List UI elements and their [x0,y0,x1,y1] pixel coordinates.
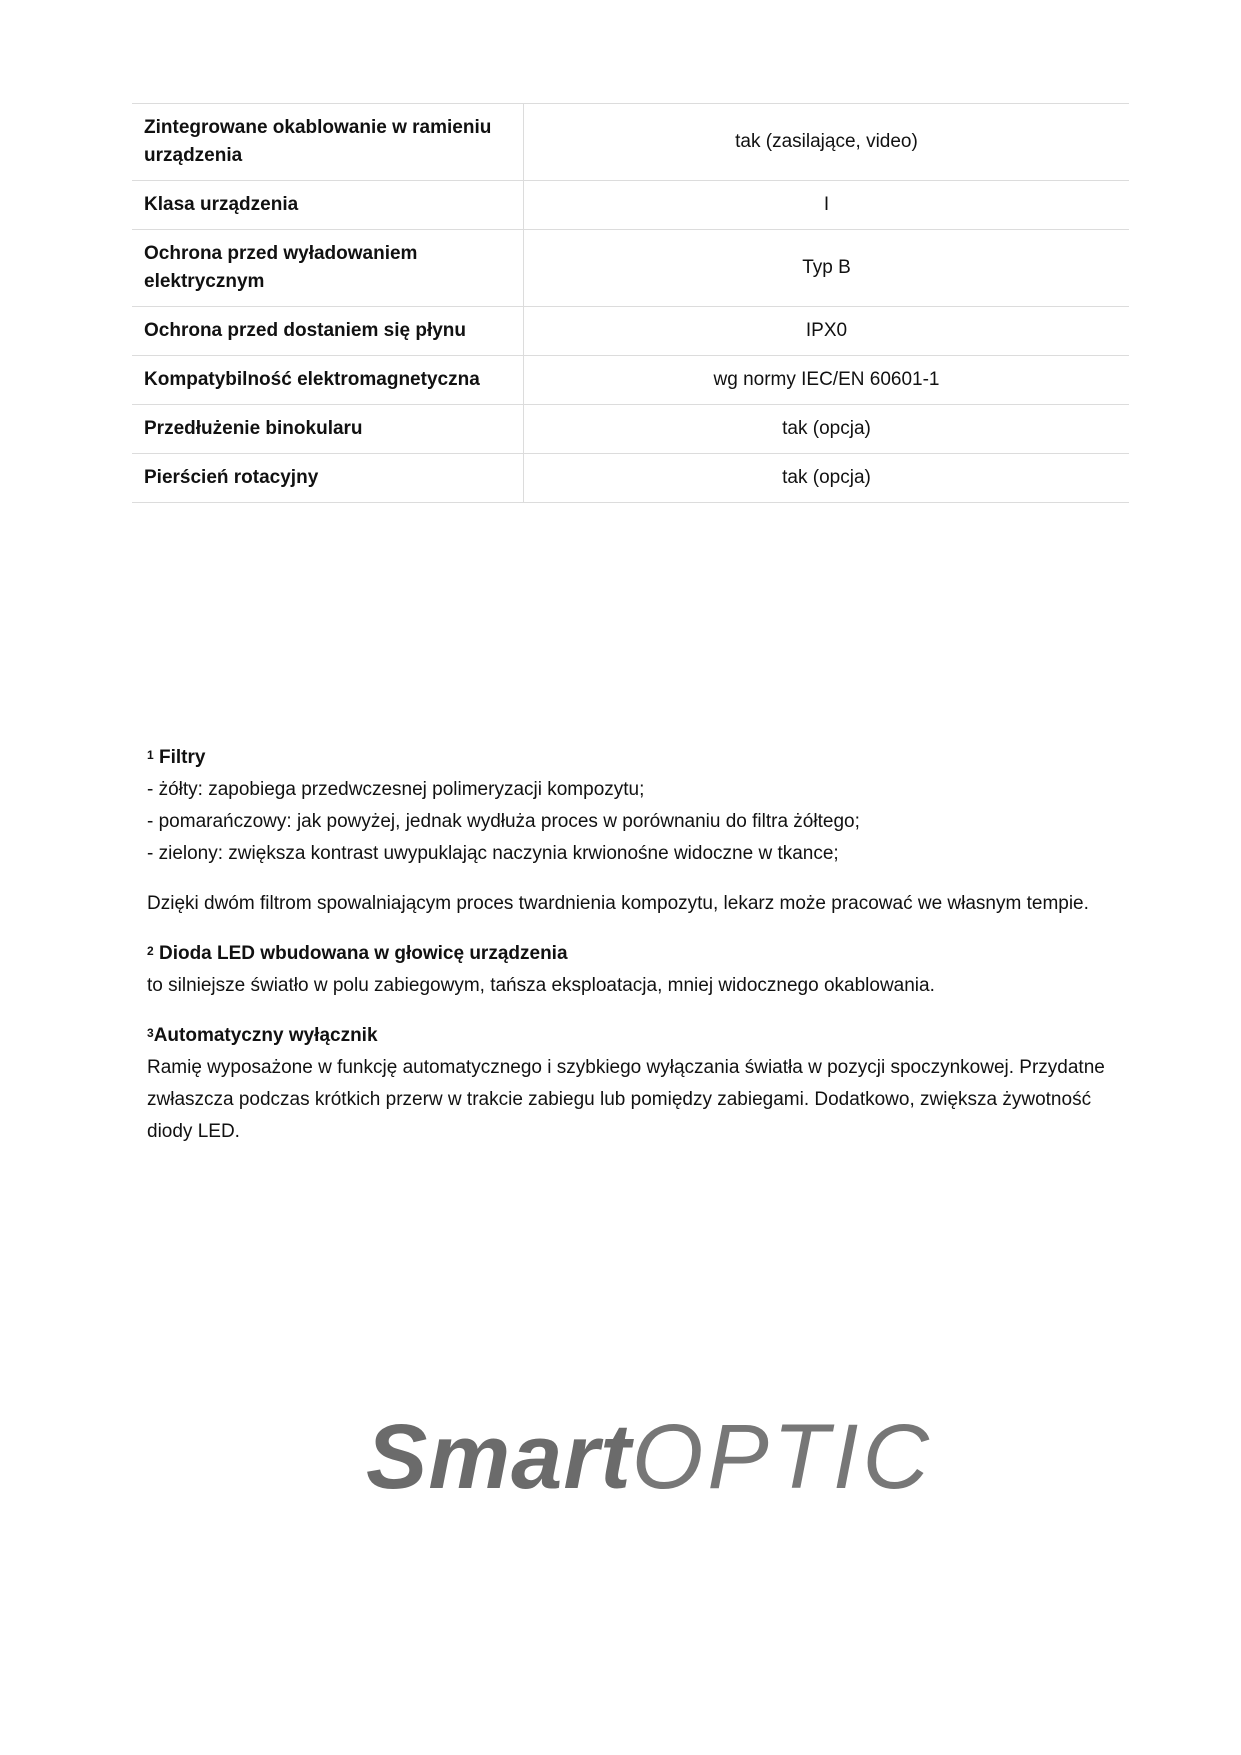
filter-line: - żółty: zapobiega przedwczesnej polimeryzacji kompozytu; [147,779,645,800]
row-value: Typ B [524,230,1130,307]
row-value: tak (opcja) [524,405,1130,454]
paragraph-text: to silniejsze światło w polu zabiegowym, tańsza eksploatacja, mniej widocznego okablowania. [147,975,935,996]
footnote-title: Automatyczny wyłącznik [153,1025,378,1046]
footnotes [147,742,1107,1166]
footnote-number: 3 [147,1026,154,1040]
footnote-title: Filtry [158,747,206,768]
row-value: I [524,181,1130,230]
footnote-heading [147,1020,1107,1052]
row-label: Zintegrowane okablowanie w ramieniu urządzenia [132,104,524,181]
footnote-switch [147,1020,1107,1148]
footnote-number: 1 [147,748,154,762]
row-value: wg normy IEC/EN 60601-1 [524,356,1130,405]
footnote-heading [147,938,1107,970]
row-label: Przedłużenie binokularu [132,405,524,454]
footnote-number: 2 [147,944,154,958]
row-label: Ochrona przed dostaniem się płynu [132,307,524,356]
footnote-heading [147,742,1107,774]
table-row [132,405,1129,454]
row-label: Kompatybilność elektromagnetyczna [132,356,524,405]
table-row [132,356,1129,405]
table-row [132,104,1129,181]
footnote-filters [147,742,1107,870]
smartoptic-logo [366,1405,933,1510]
spec-table [132,103,1129,503]
table-row [132,230,1129,307]
filters-paragraph [147,888,1107,920]
table-row [132,454,1129,503]
row-label: Ochrona przed wyładowaniem elektrycznym [132,230,524,307]
footnote-led [147,938,1107,1002]
logo-smart: Smart [366,1406,632,1508]
table-row [132,307,1129,356]
row-value: tak (opcja) [524,454,1130,503]
row-label: Pierścień rotacyjny [132,454,524,503]
table-row [132,181,1129,230]
paragraph-text: Ramię wyposażone w funkcję automatycznego i szybkiego wyłączania światła w pozycji spoczynkowej. Przydatne zwłaszcza podczas krótkich przerw w trakcie zabiegu lub pomiędzy zabiegami. Dodatkowo, zwiększa żywotność diody LED. [147,1057,1105,1142]
filter-line: - zielony: zwiększa kontrast uwypuklając naczynia krwionośne widoczne w tkance; [147,843,839,864]
row-label: Klasa urządzenia [132,181,524,230]
row-value: IPX0 [524,307,1130,356]
footnote-title: Dioda LED wbudowana w głowicę urządzenia [158,943,568,964]
filter-line: - pomarańczowy: jak powyżej, jednak wydłuża proces w porównaniu do filtra żółtego; [147,811,860,832]
row-value: tak (zasilające, video) [524,104,1130,181]
logo-optic: OPTIC [631,1406,933,1508]
paragraph-text: Dzięki dwóm filtrom spowalniającym proces twardnienia kompozytu, lekarz może pracować we własnym tempie. [147,893,1089,914]
